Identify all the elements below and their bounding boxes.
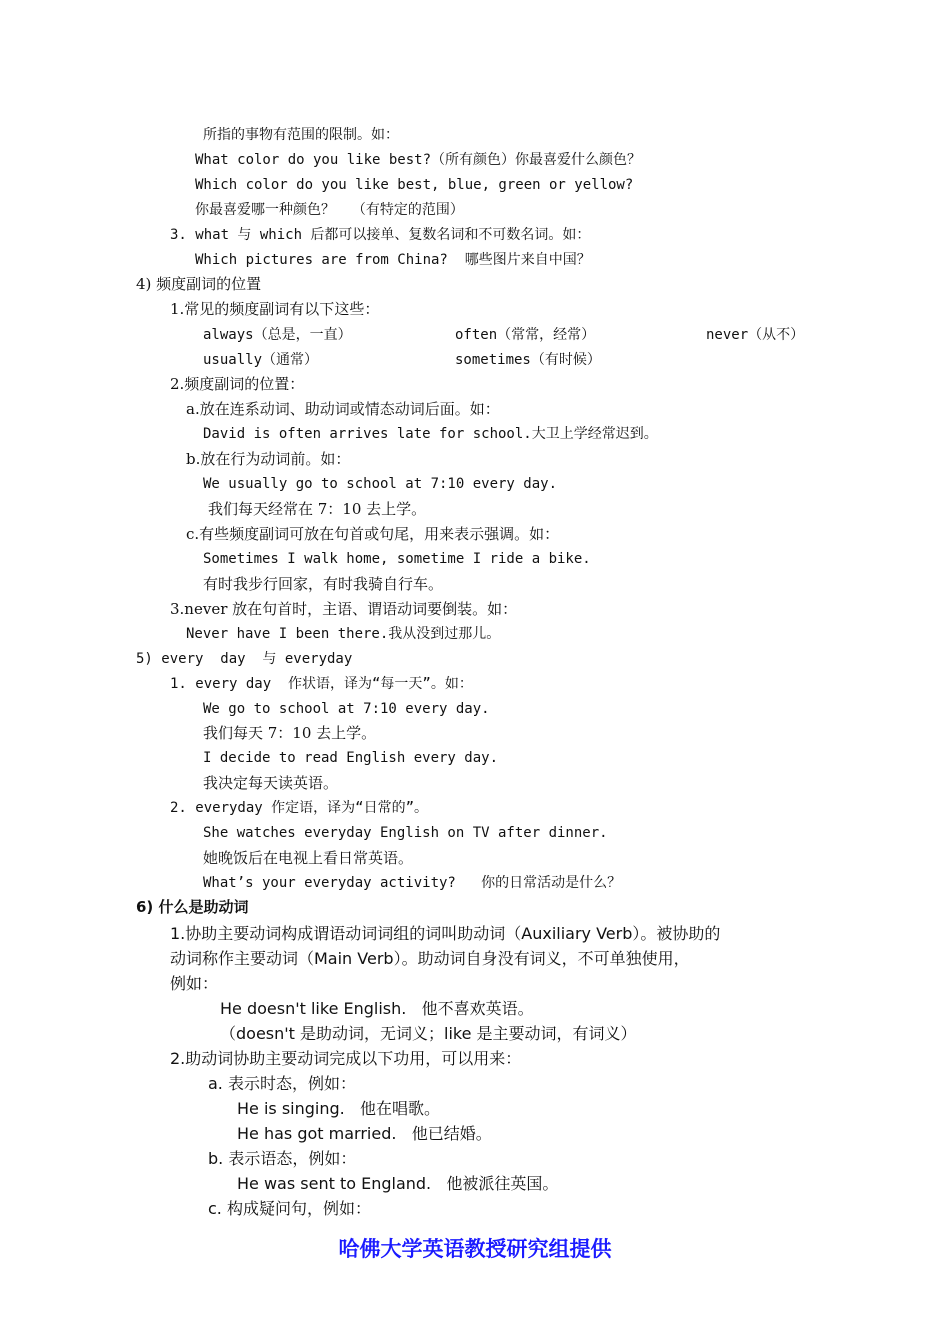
text-line: （doesn't 是助动词，无词义；like 是主要动词，有词义）	[220, 1024, 637, 1043]
text-line: 3.never 放在句首时，主语、谓语动词要倒装。如：	[170, 600, 518, 618]
text-line: 你最喜爱哪一种颜色？ （有特定的范围）	[195, 202, 464, 218]
text-line: usually（通常）	[203, 352, 319, 368]
text-line: Which pictures are from China? 哪些图片来自中国？	[195, 252, 591, 268]
text-line: What’s your everyday activity? 你的日常活动是什么？	[203, 875, 622, 891]
text-line: She watches everyday English on TV after dinner.	[203, 825, 608, 841]
text-line: never（从不）	[706, 327, 805, 343]
text-line: Sometimes I walk home, sometime I ride a bike.	[203, 551, 591, 567]
text-line: a.放在连系动词、助动词或情态动词后面。如：	[186, 400, 500, 418]
text-line: 我们每天经常在 7：10 去上学。	[208, 500, 427, 518]
text-line: 2.助动词协助主要动词完成以下功用，可以用来：	[170, 1049, 522, 1068]
text-line: 例如：	[170, 974, 219, 993]
text-line: often（常常，经常）	[455, 327, 596, 343]
text-line: I decide to read English every day.	[203, 750, 499, 766]
text-line: c.有些频度副词可放在句首或句尾，用来表示强调。如：	[186, 525, 560, 543]
text-line: 2.频度副词的位置：	[170, 375, 305, 393]
text-line: We go to school at 7:10 every day.	[203, 701, 490, 717]
text-line: 所指的事物有范围的限制。如：	[203, 127, 399, 143]
text-line: c. 构成疑问句，例如：	[208, 1199, 371, 1218]
text-line: 动词称作主要动词（Main Verb）。助动词自身没有词义，不可单独使用，	[170, 949, 690, 968]
text-line: 她晚饭后在电视上看日常英语。	[203, 849, 414, 867]
text-line: 有时我步行回家，有时我骑自行车。	[203, 575, 444, 593]
text-line: b.放在行为动词前。如：	[186, 450, 351, 468]
text-line: 3. what 与 which 后都可以接单、复数名词和不可数名词。如：	[170, 227, 591, 243]
text-line: 1. every day 作状语，译为“每一天”。如：	[170, 676, 473, 692]
text-line: 我决定每天读英语。	[203, 774, 339, 792]
text-line: 2. everyday 作定语，译为“日常的”。	[170, 800, 429, 816]
section-heading: 6) 什么是助动词	[136, 898, 249, 916]
text-line: a. 表示时态，例如：	[208, 1074, 356, 1093]
text-line: What color do you like best?（所有颜色）你最喜爱什么颜色？	[195, 152, 642, 168]
text-line: We usually go to school at 7:10 every day.	[203, 476, 558, 492]
page-footer: 哈佛大学英语教授研究组提供	[338, 1236, 612, 1261]
text-line: 1.常见的频度副词有以下这些：	[170, 300, 380, 318]
text-line: He doesn't like English. 他不喜欢英语。	[220, 999, 534, 1018]
text-line: David is often arrives late for school.大卫上学经常迟到。	[203, 426, 658, 442]
text-line: 1.协助主要动词构成谓语动词词组的词叫助动词（Auxiliary Verb）。被协助的	[170, 924, 721, 943]
text-line: b. 表示语态，例如：	[208, 1149, 357, 1168]
text-line: Never have I been there.我从没到过那儿。	[186, 626, 501, 642]
text-line: He has got married. 他已结婚。	[237, 1124, 492, 1143]
text-line: He is singing. 他在唱歌。	[237, 1099, 440, 1118]
section-heading: 5) every day 与 everyday	[136, 651, 353, 667]
text-line: Which color do you like best, blue, green or yellow?	[195, 177, 634, 193]
text-line: sometimes（有时候）	[455, 352, 601, 368]
text-line: He was sent to England. 他被派往英国。	[237, 1174, 559, 1193]
section-heading: 4) 频度副词的位置	[136, 275, 262, 293]
text-line: always（总是，一直）	[203, 327, 352, 343]
text-line: 我们每天 7：10 去上学。	[203, 724, 377, 742]
